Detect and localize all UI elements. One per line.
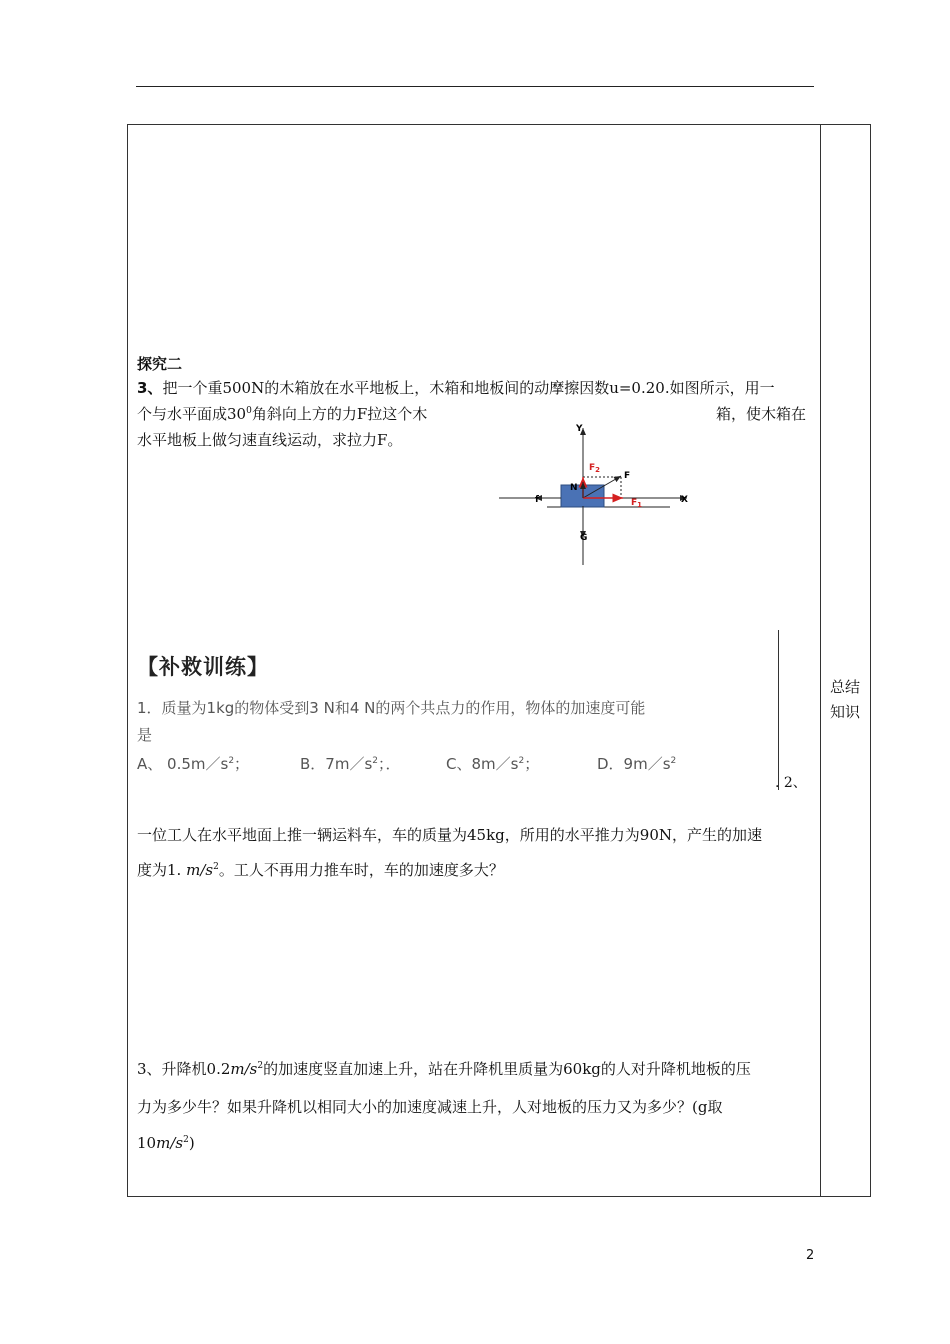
remedy-q2-line-2: 度为1. $m/s^2$。工人不再用力推车时，车的加速度多大？ (137, 861, 504, 879)
page-number: 2 (806, 1248, 815, 1263)
explore-two-heading: 探究二 (137, 355, 183, 373)
remedy-q1-option-c: C、$8m/s^2$； (446, 755, 540, 773)
remedy-q1-line-2: 是 (137, 726, 153, 744)
question-3-line-1: 3、把一个重500N的木箱放在水平地板上，木箱和地板间的动摩擦因数u=0.20.如图所示，用一 (137, 379, 775, 397)
gravity-label: G (580, 533, 588, 543)
question-3-line-3: 水平地板上做匀速直线运动，求拉力F。 (137, 431, 403, 449)
remedy-vertical-line (778, 630, 779, 790)
remedy-q1-line-1: 1．质量为1kg的物体受到3 N和4 N的两个共点力的作用，物体的加速度可能 (137, 699, 646, 717)
friction-label: f (535, 495, 539, 505)
f2-label: $F_2$ (589, 463, 601, 474)
side-label-summary: 总结知识 (830, 678, 861, 721)
remedy-q2-marker: . 2、 (775, 775, 807, 791)
question-3-line-2-end: 箱，使木箱在 (716, 405, 807, 423)
n-label: N (570, 483, 578, 493)
header-rule (136, 86, 814, 87)
question-3-number: 3、 (137, 379, 163, 397)
remedy-title: 【补救训练】 (137, 655, 269, 679)
column-divider (820, 124, 821, 1197)
y-axis-label: Y (576, 424, 583, 434)
x-axis-label: X (681, 495, 688, 505)
remedy-q3-line-1: 3、升降机$0.2m/s^2$的加速度竖直加速上升，站在升降机里质量为60kg的人对升降机地板的压 (137, 1060, 751, 1078)
remedy-q3-line-2: 力为多少牛？如果升降机以相同大小的加速度减速上升，人对地板的压力又为多少？(g取 (137, 1098, 723, 1116)
remedy-q1-option-a: A、 $0.5m/s^2$； (137, 755, 250, 773)
remedy-q2-line-1: 一位工人在水平地面上推一辆运料车，车的质量为45kg，所用的水平推力为90N，产生的加速 (137, 826, 762, 844)
force-diagram (495, 420, 695, 570)
remedy-q1-option-d: D．$9m/s^2$ (597, 755, 677, 773)
remedy-q3-line-3: $10m/s^2$) (137, 1134, 195, 1152)
remedy-q1-option-b: B．$7m/s^2$；． (300, 755, 401, 773)
f1-label: $F_1$ (631, 498, 643, 509)
f-label: F (624, 471, 631, 481)
question-3-line-2: 个与水平面成$30^0$角斜向上方的力F拉这个木 (137, 405, 428, 423)
